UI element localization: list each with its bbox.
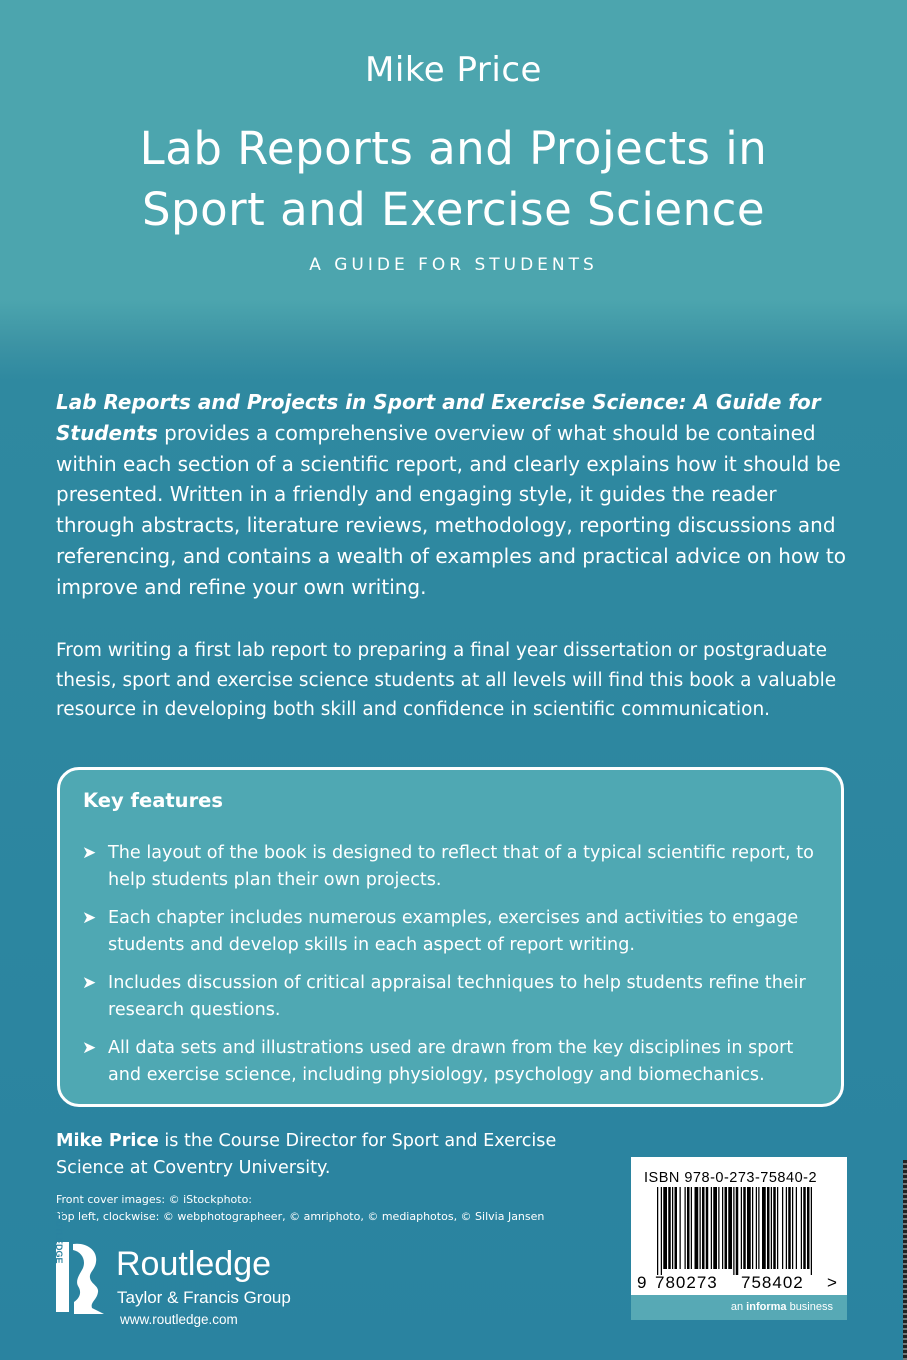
author-name: Mike Price (365, 50, 542, 90)
barcode-bar (733, 1187, 734, 1275)
title-line-2: Sport and Exercise Science (141, 183, 766, 236)
barcode-icon (631, 1157, 847, 1295)
barcode-bar (811, 1187, 812, 1275)
barcode-bar (741, 1187, 742, 1269)
key-feature-item (82, 840, 822, 894)
image-credits (56, 1191, 616, 1225)
barcode-bar (657, 1187, 658, 1275)
logo-head-silhouette (73, 1244, 104, 1314)
barcode-bar (801, 1187, 802, 1269)
barcode-bar (695, 1187, 699, 1269)
barcode-bar (661, 1187, 662, 1275)
key-feature-text: The layout of the book is designed to reflect that of a typical scientific report, to help students plan their own projects. (108, 843, 814, 890)
barcode-bar (706, 1187, 709, 1269)
publisher-name: Routledge (116, 1245, 272, 1283)
barcode-bar (782, 1187, 783, 1269)
barcode-bar (663, 1187, 667, 1269)
barcode-bar (718, 1187, 719, 1269)
tagline-bold: informa (746, 1301, 787, 1313)
barcode-bars (657, 1187, 812, 1275)
bio-author-name: Mike Price (56, 1131, 159, 1151)
arrow-bullet-icon: ➤ (82, 1038, 97, 1058)
key-feature-item (82, 970, 822, 1024)
publisher-group: Taylor & Francis Group (117, 1288, 291, 1307)
key-features-box (57, 767, 844, 1107)
barcode-bar (711, 1187, 712, 1269)
barcode-bar (796, 1187, 797, 1269)
page-edge (903, 1160, 907, 1360)
barcode-bar (803, 1187, 806, 1269)
blurb-body: provides a comprehensive overview of what should be contained within each section of a scientific report, and clearly explains how it should be presented. Written in a friendly and engaging style, it guides the reader through abstracts, literature reviews, methodology, reporting discussions and referencing, and contains a wealth of examples and practical advice on how to improve and refine your own writing. (56, 420, 846, 599)
arrow-bullet-icon: ➤ (82, 843, 97, 863)
credits-line-1: Front cover images: © iStockphoto: (56, 1193, 253, 1206)
barcode-bar (756, 1187, 757, 1269)
credits-line-2: Top left, clockwise: © webphotographeer, © amriphoto, © mediaphotos, © Silvia Jansen (56, 1210, 545, 1223)
barcode-bar (700, 1187, 701, 1269)
key-feature-text: Each chapter includes numerous examples, exercises and activities to engage students and develop skills in each aspect of report writing. (108, 908, 799, 955)
book-title (0, 118, 907, 240)
isbn-label: ISBN 978-0-273-75840-2 (644, 1170, 818, 1186)
barcode-bar (752, 1187, 753, 1269)
barcode-end-mark: > (827, 1273, 837, 1292)
key-features-title: Key features (83, 789, 224, 812)
barcode-bar (773, 1187, 776, 1269)
barcode-bar (807, 1187, 810, 1269)
arrow-bullet-icon: ➤ (82, 908, 97, 928)
barcode-bar (771, 1187, 772, 1269)
barcode-bar (792, 1187, 793, 1269)
book-subtitle: A GUIDE FOR STUDENTS (309, 255, 598, 275)
barcode-bar (680, 1187, 681, 1269)
bio-text: is the Course Director for Sport and Exercise Science at Coventry University. (56, 1131, 557, 1178)
key-feature-text: All data sets and illustrations used are drawn from the key disciplines in sport and exercise science, including physiology, psychology and biomechanics. (108, 1038, 794, 1085)
key-features-list (82, 840, 822, 1100)
barcode-bar (788, 1187, 791, 1269)
blurb-paragraph-2: From writing a first lab report to preparing a final year dissertation or postgraduate thesis, sport and exercise science students at all levels will find this book a valuable resource in developing both skill and confidence in scientific communication. (56, 640, 837, 721)
arrow-bullet-icon: ➤ (82, 973, 97, 993)
barcode-bar (668, 1187, 671, 1269)
barcode-bar (767, 1187, 770, 1269)
barcode-bar (687, 1187, 690, 1269)
barcode-bar (691, 1187, 692, 1269)
barcode-bar (736, 1187, 739, 1275)
tagline-prefix: an (730, 1301, 747, 1313)
barcode-bar (758, 1187, 759, 1269)
barcode-bar (702, 1187, 705, 1269)
routledge-logo-icon (54, 1207, 116, 1317)
barcode-digits-right: 758402 (741, 1273, 804, 1292)
barcode-bar (747, 1187, 751, 1269)
barcode-bar (777, 1187, 778, 1269)
key-feature-text: Includes discussion of critical appraisal techniques to help students refine their research questions. (108, 973, 806, 1020)
barcode-panel (631, 1157, 847, 1295)
barcode-bar (762, 1187, 766, 1269)
author-bio (56, 1128, 616, 1182)
barcode-bar (728, 1187, 732, 1269)
barcode-bar (685, 1187, 686, 1269)
barcode-bar (786, 1187, 787, 1269)
key-feature-item (82, 905, 822, 959)
tagline-suffix: business (786, 1301, 833, 1313)
blurb-italic-title: Lab Reports and Projects in Sport and Exercise Science: A Guide for Students (56, 390, 821, 445)
key-feature-item (82, 1035, 822, 1089)
blurb-paragraph-1 (56, 387, 856, 603)
barcode-bar (743, 1187, 746, 1269)
barcode-digits-left: 780273 (655, 1273, 718, 1292)
barcode-bar (722, 1187, 723, 1269)
barcode-digit-first: 9 (637, 1273, 647, 1292)
barcode-bar (713, 1187, 717, 1269)
informa-tagline (631, 1295, 847, 1320)
logo-text: ROUTLEDGE (54, 1207, 64, 1264)
barcode-bar (672, 1187, 673, 1269)
title-line-1: Lab Reports and Projects in (139, 122, 768, 175)
publisher-website: www.routledge.com (120, 1312, 238, 1327)
barcode-bar (725, 1187, 728, 1269)
barcode-bar (675, 1187, 678, 1269)
